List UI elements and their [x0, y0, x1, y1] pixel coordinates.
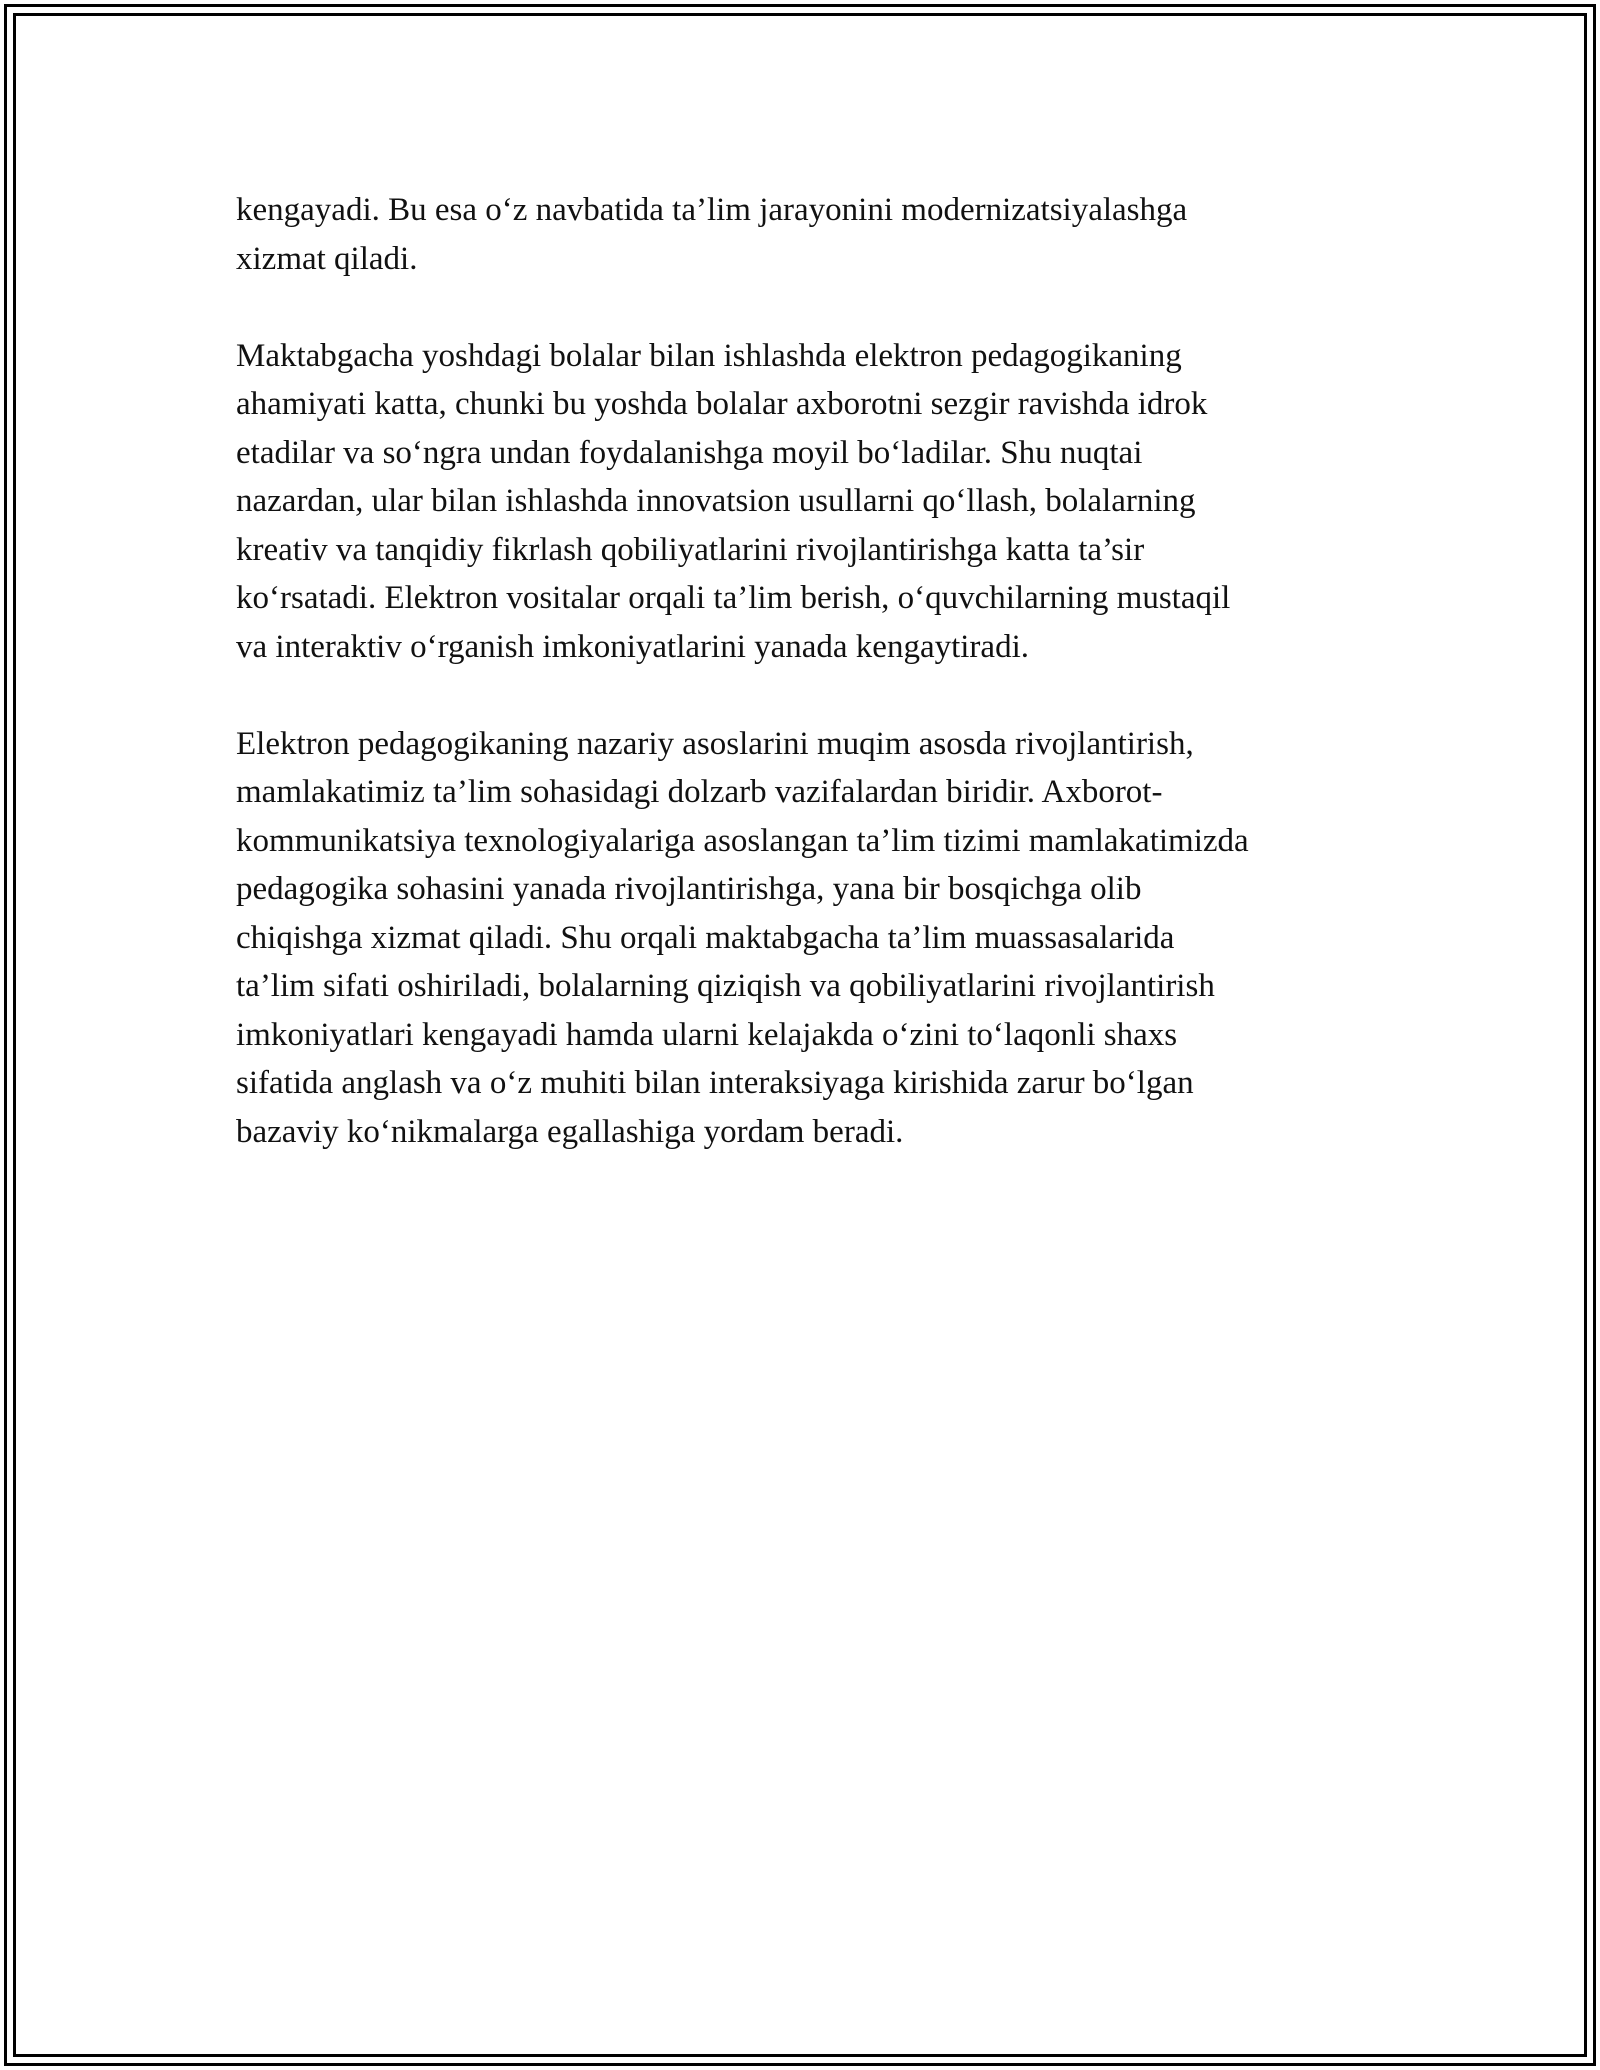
text-line: kommunikatsiya texnologiyalariga asoslangan ta’lim tizimi mamlakatimizda: [236, 822, 1249, 859]
text-line: sifatida anglash va o‘z muhiti bilan interaksiyaga kirishida zarur bo‘lgan: [236, 1065, 1194, 1101]
text-line: ahamiyati katta, chunki bu yoshda bolalar axborotni sezgir ravishda idrok: [236, 386, 1208, 422]
text-line: imkoniyatlari kengayadi hamda ularni kelajakda o‘zini to‘laqonli shaxs: [236, 1016, 1178, 1053]
text-line: va interaktiv o‘rganish imkoniyatlarini yanada kengaytiradi.: [236, 628, 1029, 665]
text-line: etadilar va so‘ngra undan foydalanishga moyil bo‘ladilar. Shu nuqtai: [236, 434, 1143, 471]
text-line: Elektron pedagogikaning nazariy asoslarini muqim asosda rivojlantirish,: [236, 725, 1194, 762]
text-line: ko‘rsatadi. Elektron vositalar orqali ta’lim berish, o‘quvchilarning mustaqil: [236, 580, 1231, 616]
text-line: xizmat qiladi.: [236, 240, 418, 277]
text-line: chiqishga xizmat qiladi. Shu orqali maktabgacha ta’lim muassasalarida: [236, 919, 1175, 956]
text-line: Maktabgacha yoshdagi bolalar bilan ishlashda elektron pedagogikaning: [236, 337, 1182, 374]
document-body: [236, 186, 1376, 1205]
text-line: ta’lim sifati oshiriladi, bolalarning qiziqish va qobiliyatlarini rivojlantirish: [236, 968, 1215, 1004]
text-line: nazardan, ular bilan ishlashda innovatsion usullarni qo‘llash, bolalarning: [236, 483, 1196, 519]
text-line: bazaviy ko‘nikmalarga egallashiga yordam beradi.: [236, 1113, 904, 1150]
text-line: kengayadi. Bu esa o‘z navbatida ta’lim jarayonini modernizatsiyalashga: [236, 192, 1188, 228]
text-line: pedagogika sohasini yanada rivojlantirishga, yana bir bosqichga olib: [236, 871, 1142, 907]
paragraph-1: [236, 186, 1376, 283]
text-line: mamlakatimiz ta’lim sohasidagi dolzarb vazifalardan biridir. Axborot-: [236, 774, 1163, 810]
paragraph-3: [236, 720, 1376, 1157]
paragraph-2: [236, 332, 1376, 672]
text-line: kreativ va tanqidiy fikrlash qobiliyatlarini rivojlantirishga katta ta’sir: [236, 531, 1145, 568]
